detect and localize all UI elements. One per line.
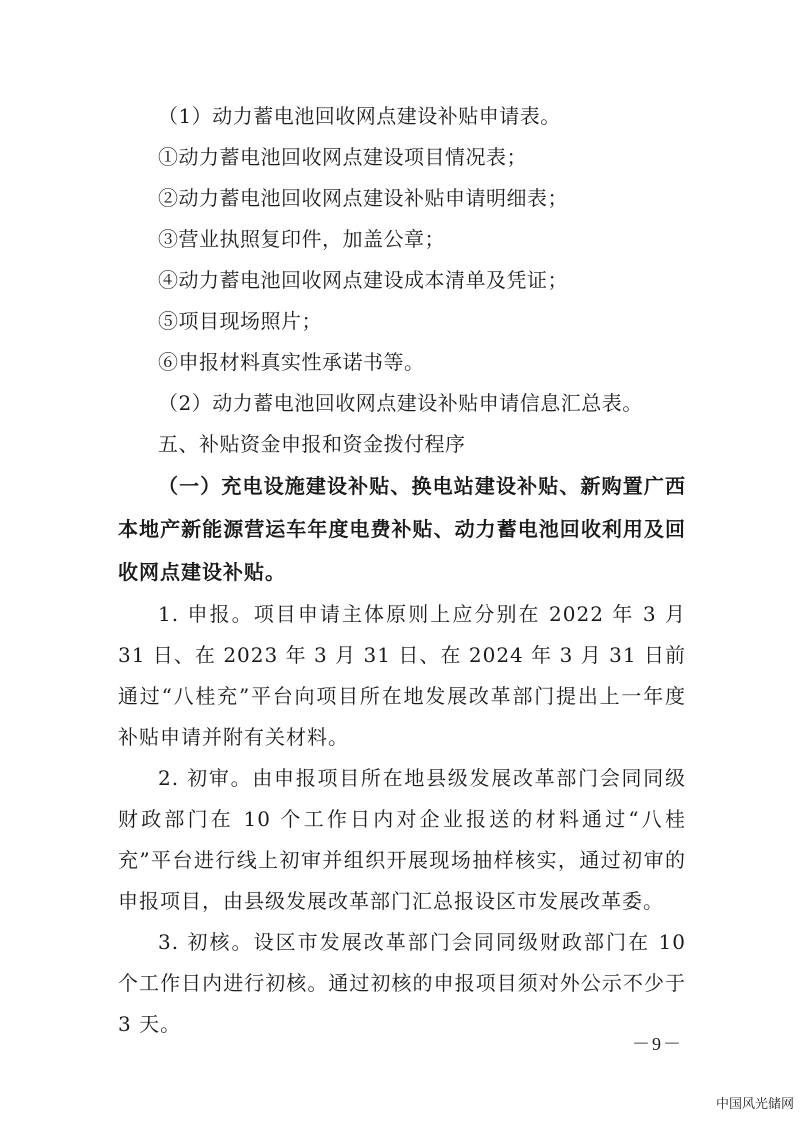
list-item: （1）动力蓄电池回收网点建设补贴申请表。: [158, 104, 561, 128]
list-item: ⑥申报材料真实性承诺书等。: [158, 350, 425, 374]
list-item: ⑤项目现场照片；: [158, 309, 322, 333]
document-body: [118, 96, 686, 1045]
subsection-heading: （一）充电设施建设补贴、换电站建设补贴、新购置广西本地产新能源营运车年度电费补贴、动力蓄电池回收利用及回收网点建设补贴。: [118, 474, 686, 584]
section-heading: 五、补贴资金申报和资金拨付程序: [158, 432, 466, 456]
watermark: 中国风光储网: [716, 1097, 795, 1112]
list-item: ②动力蓄电池回收网点建设补贴申请明细表；: [158, 186, 568, 210]
list-item: ④动力蓄电池回收网点建设成本清单及凭证；: [158, 268, 568, 292]
paragraph: 2. 初审。由申报项目所在地县级发展改革部门会同同级财政部门在 10 个工作日内对企业报送的材料通过“八桂充”平台进行线上初审并组织开展现场抽样核实，通过初审的申报项目，由县级发展改革部门汇总报设区市发展改革委。: [118, 766, 686, 913]
list-item: ③营业执照复印件，加盖公章；: [158, 227, 445, 251]
list-item: （2）动力蓄电池回收网点建设补贴申请信息汇总表。: [158, 391, 643, 415]
list-item: ①动力蓄电池回收网点建设项目情况表；: [158, 145, 527, 169]
page-number: －9－: [632, 1034, 683, 1054]
paragraph: 3. 初核。设区市发展改革部门会同同级财政部门在 10 个工作日内进行初核。通过初核的申报项目须对外公示不少于 3 天。: [118, 930, 686, 1036]
paragraph: 1. 申报。项目申请主体原则上应分别在 2022 年 3 月 31 日、在 2023 年 3 月 31 日、在 2024 年 3 月 31 日前通过“八桂充”平台向项目所在地发展改革部门提出上一年度补贴申请并附有关材料。: [118, 602, 686, 749]
